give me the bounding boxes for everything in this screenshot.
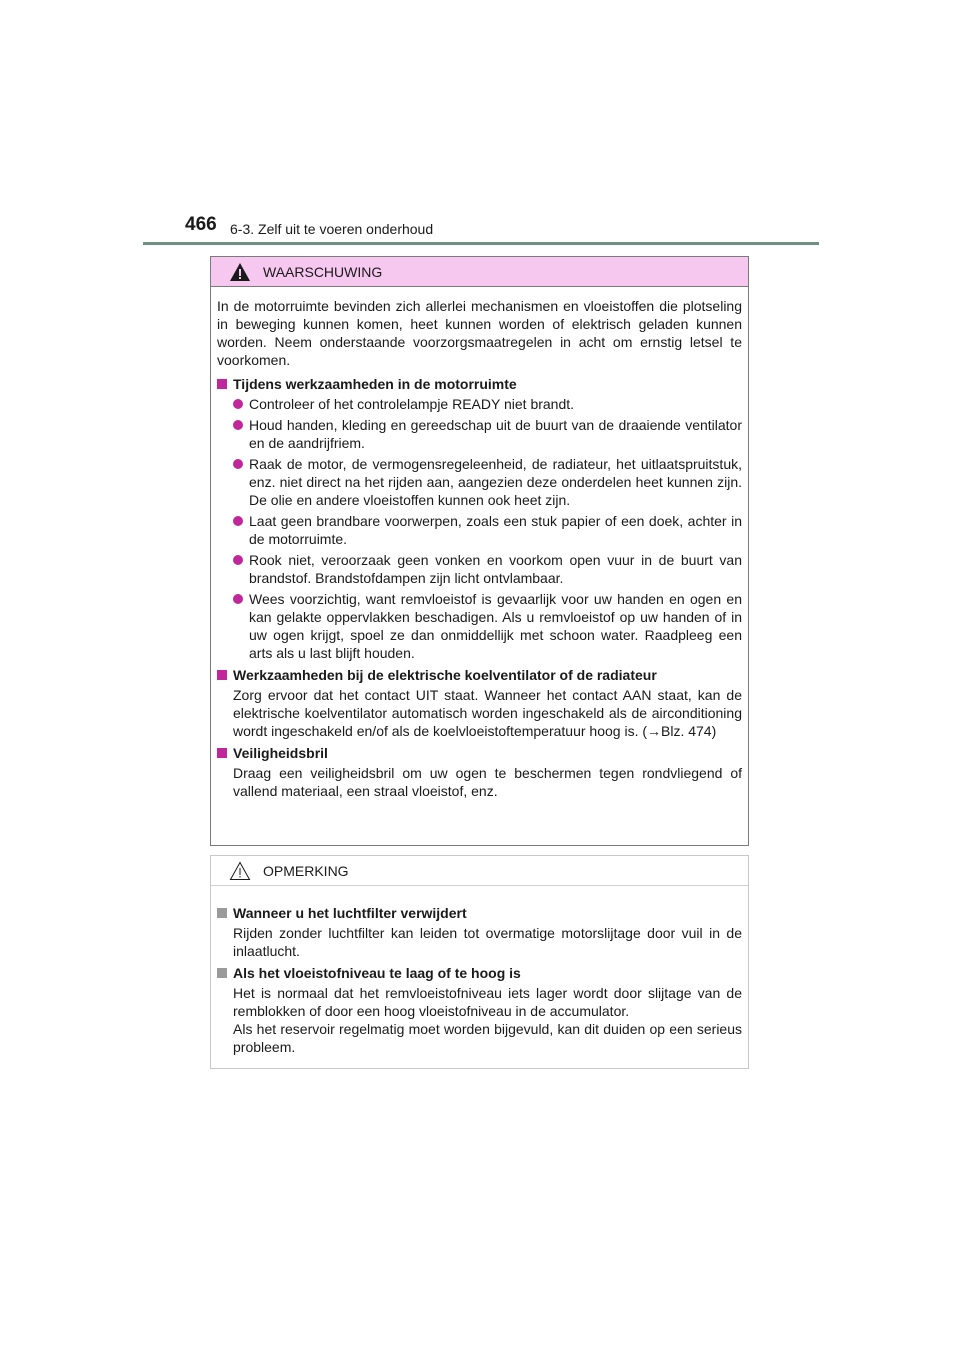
circle-bullet-icon — [233, 399, 243, 409]
warning-cooling-fan-text: Zorg ervoor dat het contact UIT staat. Wanneer het contact AAN staat, kan de elektrische koelventilator automatisch worden ingeschakeld als de airconditioning wordt ingeschakeld en/of als de koelvloeistoftemperatuur hoog is. (→Blz. 474) — [233, 687, 742, 739]
warning-triangle-icon — [229, 262, 251, 282]
list-item: Rook niet, veroorzaak geen vonken en voorkom open vuur in de buurt van brandstof. Brandstofdampen zijn licht ontvlambaar. — [233, 551, 742, 587]
warning-heading-engine-work: Tijdens werkzaamheden in de motorruimte — [217, 375, 742, 393]
notice-air-filter-text: Rijden zonder luchtfilter kan leiden tot overmatige motorslijtage door vuil in de inlaatlucht. — [233, 925, 742, 959]
warning-box — [210, 256, 749, 846]
warning-heading-safety-glasses: Veiligheidsbril — [217, 744, 742, 762]
circle-bullet-icon — [233, 555, 243, 565]
list-item: Controleer of het controlelampje READY niet brandt. — [233, 395, 742, 413]
square-bullet-icon — [217, 748, 227, 758]
notice-title: OPMERKING — [263, 862, 349, 879]
notice-heading-air-filter: Wanneer u het luchtfilter verwijdert — [217, 904, 742, 922]
page-number: 466 — [185, 214, 217, 235]
square-bullet-icon — [217, 968, 227, 978]
warning-body — [211, 287, 748, 800]
square-bullet-icon — [217, 908, 227, 918]
circle-bullet-icon — [233, 516, 243, 526]
header-rule — [143, 242, 819, 245]
list-item: Raak de motor, de vermogensregeleenheid, de radiateur, het uitlaatspruitstuk, enz. niet direct na het rijden aan, aangezien deze onderdelen heet kunnen zijn. De olie en andere vloeistoffen kunnen ook heet zijn. — [233, 455, 742, 509]
circle-bullet-icon — [233, 594, 243, 604]
list-item: Laat geen brandbare voorwerpen, zoals een stuk papier of een doek, achter in de motorruimte. — [233, 512, 742, 548]
notice-triangle-icon — [229, 861, 251, 881]
list-item: Wees voorzichtig, want remvloeistof is gevaarlijk voor uw handen en ogen en kan gelakte oppervlakken beschadigen. Als u remvloeistof op uw handen of in uw ogen krijgt, spoel ze dan onmiddellijk met schoon water. Raadpleeg een arts als u last blijft houden. — [233, 590, 742, 662]
warning-safety-glasses-text: Draag een veiligheidsbril om uw ogen te beschermen tegen rondvliegend of vallend materiaal, een straal vloeistof, enz. — [233, 765, 742, 799]
notice-box — [210, 855, 749, 1069]
notice-fluid-level-text: Het is normaal dat het remvloeistofniveau iets lager wordt door slijtage van de remblokken of door een hoog vloeistofniveau in de accumulator. — [233, 985, 742, 1019]
warning-intro: In de motorruimte bevinden zich allerlei mechanismen en vloeistoffen die plotseling in beweging kunnen komen, heet kunnen worden of elektrisch geladen kunnen worden. Neem onderstaande voorzorgsmaatregelen in acht om ernstig letsel te voorkomen. — [217, 298, 742, 368]
notice-body — [211, 886, 748, 1056]
square-bullet-icon — [217, 379, 227, 389]
list-item: Houd handen, kleding en gereedschap uit de buurt van de draaiende ventilator en de aandrijfriem. — [233, 416, 742, 452]
warning-heading-cooling-fan: Werkzaamheden bij de elektrische koelventilator of de radiateur — [217, 666, 742, 684]
square-bullet-icon — [217, 670, 227, 680]
circle-bullet-icon — [233, 459, 243, 469]
notice-heading-fluid-level: Als het vloeistofniveau te laag of te hoog is — [217, 964, 742, 982]
notice-header — [211, 856, 748, 886]
circle-bullet-icon — [233, 420, 243, 430]
notice-fluid-level-text-2: Als het reservoir regelmatig moet worden bijgevuld, kan dit duiden op een serieus probleem. — [233, 1021, 742, 1055]
warning-title: WAARSCHUWING — [263, 263, 383, 280]
section-title: 6-3. Zelf uit te voeren onderhoud — [230, 221, 434, 237]
warning-header — [211, 257, 748, 287]
